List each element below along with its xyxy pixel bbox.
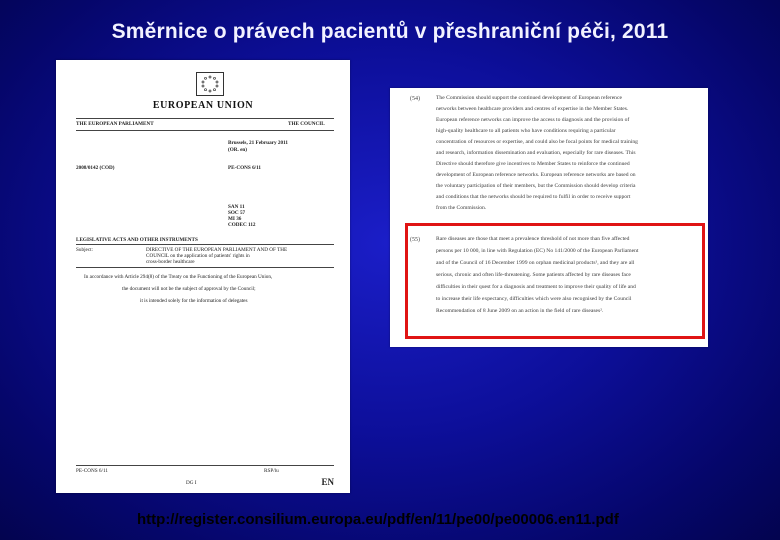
- eu-flag-icon: [196, 72, 224, 96]
- paragraph-line: serious, chronic and often life-threatening. Some patients affected by rare diseases face: [436, 272, 631, 278]
- paragraph-line: to increase their life expectancy, difficulties which were also recognised by the Council: [436, 296, 632, 302]
- code-line: SAN 11: [228, 204, 245, 210]
- body-line: the document will not be the subject of approval by the Council;: [122, 286, 256, 292]
- paragraph-line: difficulties in their quest for a diagnosis and treatment to improve their quality of life and: [436, 284, 636, 290]
- body-line: it is intended solely for the information of delegates: [140, 298, 248, 304]
- body-line: In accordance with Article 294(8) of the Treaty on the Functioning of the European Union,: [84, 274, 273, 280]
- document-cover-page: [56, 60, 350, 493]
- source-url[interactable]: http://register.consilium.europa.eu/pdf/en/11/pe00/pe00006.en11.pdf: [137, 511, 619, 528]
- pe-cons-number: PE-CONS 6/11: [228, 165, 262, 171]
- footer-initials: RSP/lu: [264, 468, 279, 474]
- divider: [76, 118, 334, 119]
- paragraph-number: (54): [410, 96, 420, 102]
- divider: [76, 130, 334, 131]
- paragraph-line: Directive should therefore give incentives to Member States to reinforce the continued: [436, 161, 630, 167]
- document-union-heading: EUROPEAN UNION: [152, 100, 254, 111]
- section-heading: LEGISLATIVE ACTS AND OTHER INSTRUMENTS: [76, 237, 198, 243]
- subject-line: COUNCIL on the application of patients' rights in: [146, 253, 250, 259]
- footer-dg: DG I: [186, 480, 197, 486]
- paragraph-line: and of the Council of 16 December 1999 on orphan medicinal products¹, and they are all: [436, 260, 635, 266]
- subject-line: cross-border healthcare: [146, 259, 195, 265]
- right-institution: THE COUNCIL: [288, 121, 325, 127]
- divider: [76, 244, 334, 245]
- paragraph-line: European reference networks can improve the access to diagnosis and the provision of: [436, 117, 630, 123]
- footer-pe-cons: PE-CONS 6/11: [76, 468, 108, 474]
- paragraph-line: Recommendation of 8 June 2009 on an action in the field of rare diseases².: [436, 308, 604, 314]
- paragraph-line: the voluntary participation of their members, but the Commission should develop criteria: [436, 183, 636, 189]
- paragraph-line: Rare diseases are those that meet a prevalence threshold of not more than five affected: [436, 236, 630, 242]
- left-institution: THE EUROPEAN PARLIAMENT: [76, 121, 154, 127]
- document-language: (OR. en): [228, 147, 248, 153]
- code-line: CODEC 112: [228, 222, 256, 228]
- slide-title: Směrnice o právech pacientů v přeshraniční péči, 2011: [111, 20, 669, 43]
- code-line: SOC 57: [228, 210, 246, 216]
- paragraph-line: The Commission should support the continued development of European reference: [436, 95, 622, 101]
- language-mark: EN: [321, 477, 334, 487]
- highlight-box: [405, 223, 705, 339]
- paragraph-line: concentration of resources or expertise, and could also be focal points for medical training: [436, 139, 638, 145]
- paragraph-line: high-quality healthcare to all patients who have conditions requiring a particular: [436, 128, 616, 134]
- document-date: Brussels, 21 February 2011: [228, 140, 288, 146]
- divider: [76, 465, 334, 466]
- paragraph-line: development of European reference networks. European reference networks are based on: [436, 172, 636, 178]
- paragraph-line: from the Commission.: [436, 205, 487, 211]
- paragraph-line: persons per 10 000, in line with Regulation (EC) No 141/2000 of the European Parliament: [436, 248, 639, 254]
- paragraph-line: and research, information dissemination and evaluation, especially for rare diseases. This: [436, 150, 636, 156]
- code-line: MI 36: [228, 216, 242, 222]
- paragraph-line: and conditions that the networks should be required to fulfil in order to receive support: [436, 194, 631, 200]
- procedure-number: 2008/0142 (COD): [76, 165, 115, 171]
- paragraph-number: (55): [410, 237, 420, 243]
- subject-label: Subject:: [76, 247, 94, 253]
- subject-line: DIRECTIVE OF THE EUROPEAN PARLIAMENT AND OF THE: [146, 247, 288, 253]
- paragraph-line: networks between healthcare providers and centres of expertise in the Member States.: [436, 106, 629, 112]
- divider: [76, 267, 334, 268]
